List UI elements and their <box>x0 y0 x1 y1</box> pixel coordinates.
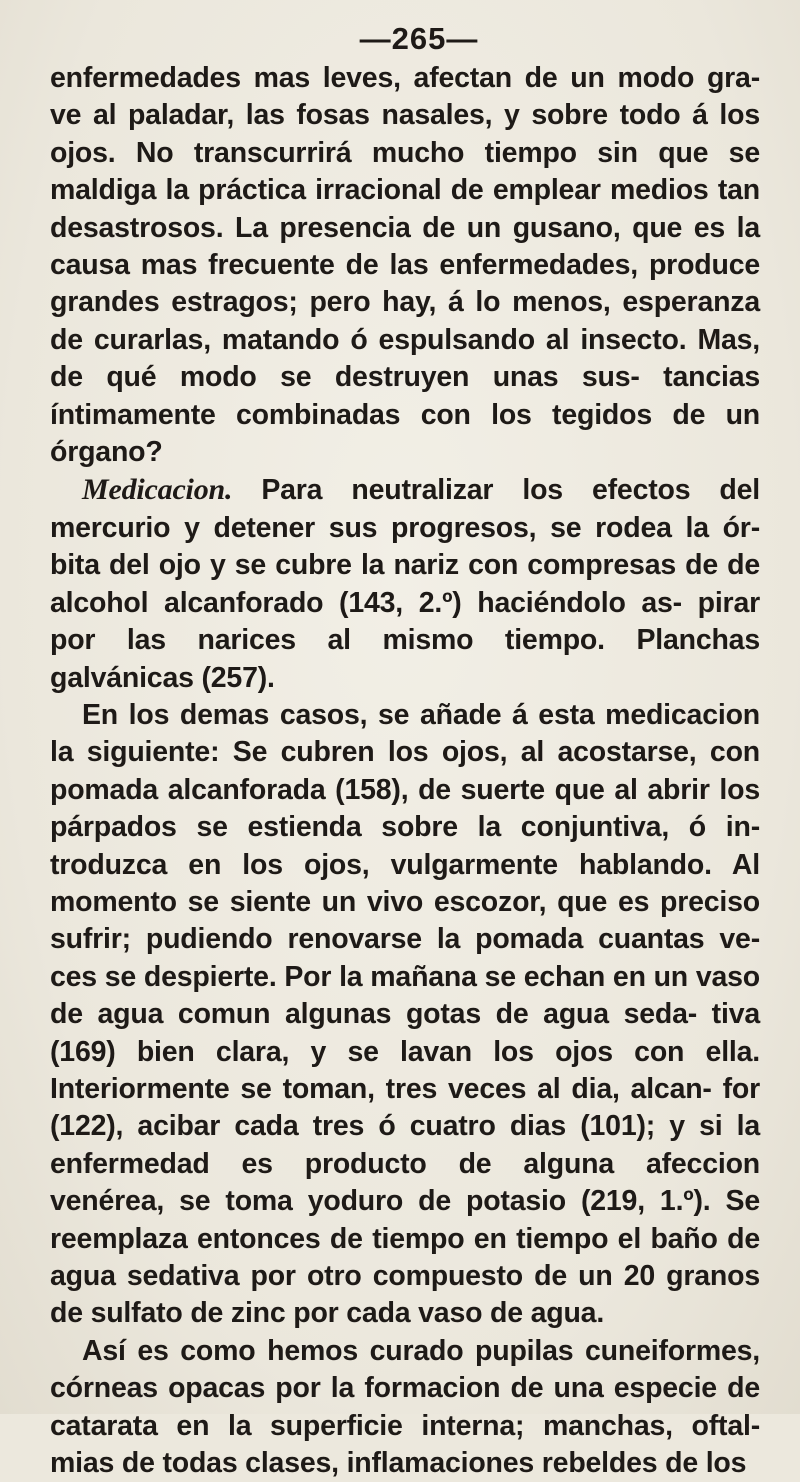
body-text <box>50 60 760 1482</box>
paragraph-2 <box>50 471 760 696</box>
paragraph-4: Así es como hemos curado pupilas cuneiformes, córneas opacas por la formacion de una especie de catarata en la superficie interna; manchas, oftal- mias de todas clases, inflamaciones rebeldes de los <box>50 1334 760 1480</box>
paragraph-3: En los demas casos, se añade á esta medicacion la siguiente: Se cubren los ojos, al acostarse, con pomada alcanforada (158), de suerte que al abrir los párpados se estienda sobre la conjuntiva, ó in- troduzca en los ojos, vulgarmente hablando. Al momento se siente un vivo escozor, que es preciso sufrir; pudiendo renovarse la pomada cuantas ve- ces se despierte. Por la mañana se echan en un vaso de agua comun algunas gotas de agua seda- tiva (169) bien clara, y se lavan los ojos con ella. Interiormente se toman, tres veces al dia, alcan- for (122), acibar cada tres ó cuatro dias (101); y si la enfermedad es producto de alguna afeccion venérea, se toma yoduro de potasio (219, 1.º). Se reemplaza entonces de tiempo en tiempo el baño de agua sedativa por otro compuesto de un 20 granos de sulfato de zinc por cada vaso de agua. <box>50 698 760 1330</box>
run-in-heading: Medicacion. <box>82 473 233 507</box>
paragraph-1: enfermedades mas leves, afectan de un modo gra- ve al paladar, las fosas nasales, y sobre todo á los ojos. No transcurrirá mucho tiempo sin que se maldiga la práctica irracional de emplear medios tan desastrosos. La presencia de un gusano, que es la causa mas frecuente de las enfermedades, produce grandes estragos; pero hay, á lo menos, esperanza de curarlas, matando ó espulsando al insecto. Mas, de qué modo se destruyen unas sus- tancias íntimamente combinadas con los tegidos de un órgano? <box>50 62 760 469</box>
page-number: —265— <box>359 21 479 56</box>
paragraph-2-text: Para neutralizar los efectos del mercurio y detener sus progresos, se rodea la ór- bita del ojo y se cubre la nariz con compresas de de alcohol alcanforado (143, 2.º) haciéndolo as- pirar por las narices al mismo tiempo. Planchas galvánicas (257). <box>50 474 760 694</box>
